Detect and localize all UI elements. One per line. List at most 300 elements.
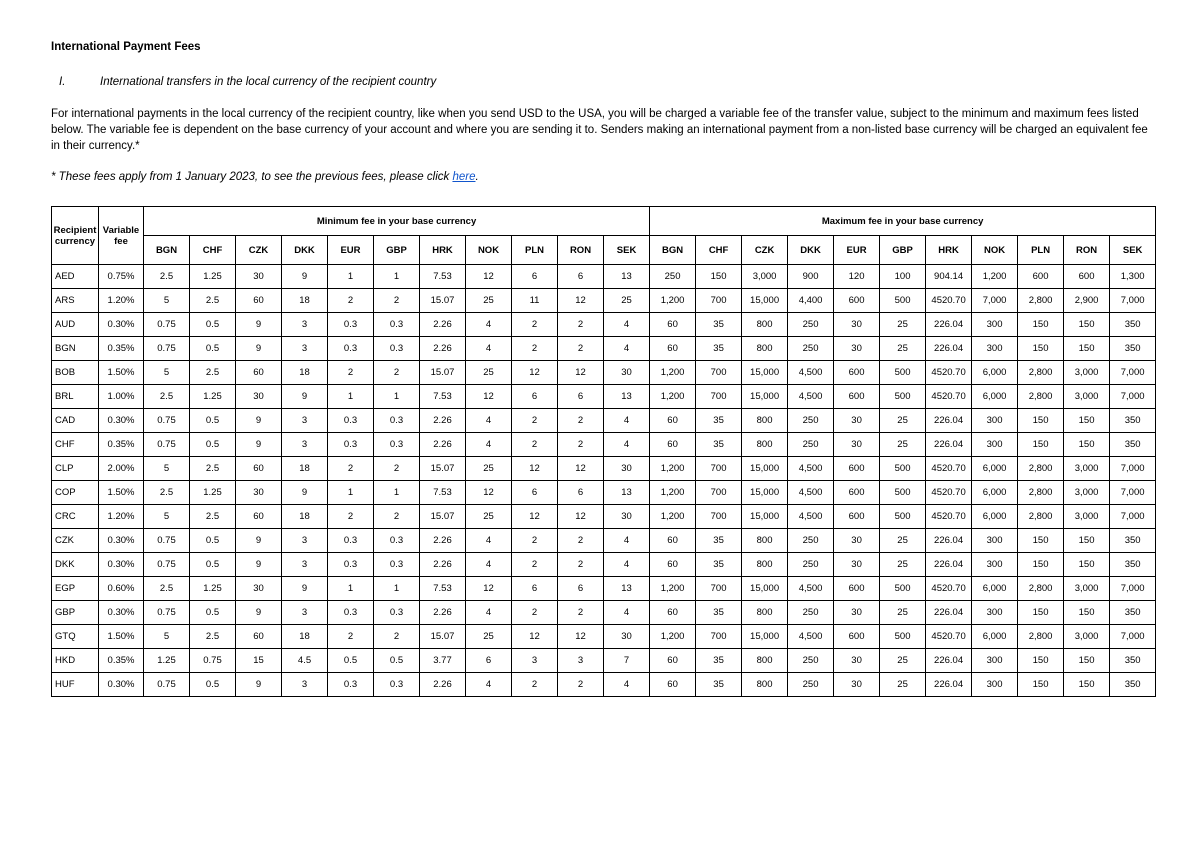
max-fee-cell: 25 [880,673,926,697]
max-fee-cell: 226.04 [926,337,972,361]
min-fee-cell: 2.26 [420,409,466,433]
max-fee-cell: 25 [880,601,926,625]
max-fee-cell: 6,000 [972,625,1018,649]
table-row [52,673,1156,697]
min-fee-cell: 2.5 [144,481,190,505]
max-fee-cell: 7,000 [1110,289,1156,313]
min-fee-cell: 4 [604,553,650,577]
min-fee-cell: 3 [282,529,328,553]
max-fee-cell: 15,000 [742,481,788,505]
header-min-chf: CHF [190,236,236,265]
min-fee-cell: 4.5 [282,649,328,673]
table-row [52,577,1156,601]
min-fee-cell: 3 [282,313,328,337]
variable-fee-cell: 0.30% [99,601,144,625]
max-fee-cell: 226.04 [926,433,972,457]
max-fee-cell: 700 [696,625,742,649]
max-fee-cell: 25 [880,433,926,457]
table-row [52,625,1156,649]
max-fee-cell: 60 [650,433,696,457]
min-fee-cell: 2 [512,529,558,553]
max-fee-cell: 60 [650,601,696,625]
max-fee-cell: 150 [1018,649,1064,673]
min-fee-cell: 0.75 [144,313,190,337]
min-fee-cell: 0.5 [190,433,236,457]
min-fee-cell: 1.25 [190,577,236,601]
table-row [52,313,1156,337]
header-min-dkk: DKK [282,236,328,265]
min-fee-cell: 0.5 [190,337,236,361]
min-fee-cell: 15.07 [420,457,466,481]
max-fee-cell: 600 [834,457,880,481]
min-fee-cell: 1.25 [190,265,236,289]
min-fee-cell: 2 [328,505,374,529]
min-fee-cell: 7.53 [420,265,466,289]
min-fee-cell: 0.5 [190,553,236,577]
max-fee-cell: 904.14 [926,265,972,289]
min-fee-cell: 30 [236,265,282,289]
min-fee-cell: 4 [604,433,650,457]
max-fee-cell: 226.04 [926,529,972,553]
min-fee-cell: 0.3 [328,601,374,625]
min-fee-cell: 2 [328,361,374,385]
table-row [52,553,1156,577]
min-fee-cell: 0.75 [144,529,190,553]
table-row [52,265,1156,289]
max-fee-cell: 150 [1064,409,1110,433]
min-fee-cell: 9 [282,385,328,409]
min-fee-cell: 9 [236,409,282,433]
min-fee-cell: 9 [236,601,282,625]
table-row [52,601,1156,625]
max-fee-cell: 150 [1064,601,1110,625]
max-fee-cell: 350 [1110,649,1156,673]
max-fee-cell: 150 [1018,553,1064,577]
min-fee-cell: 15.07 [420,289,466,313]
max-fee-cell: 150 [1064,553,1110,577]
min-fee-cell: 12 [466,481,512,505]
min-fee-cell: 18 [282,457,328,481]
max-fee-cell: 250 [788,601,834,625]
min-fee-cell: 1 [374,265,420,289]
header-max-ron: RON [1064,236,1110,265]
min-fee-cell: 12 [512,361,558,385]
min-fee-cell: 6 [558,265,604,289]
min-fee-cell: 1.25 [190,481,236,505]
min-fee-cell: 4 [466,529,512,553]
max-fee-cell: 600 [834,625,880,649]
max-fee-cell: 700 [696,289,742,313]
header-min-sek: SEK [604,236,650,265]
min-fee-cell: 1 [328,481,374,505]
max-fee-cell: 600 [834,289,880,313]
max-fee-cell: 350 [1110,433,1156,457]
min-fee-cell: 1.25 [190,385,236,409]
min-fee-cell: 4 [604,529,650,553]
max-fee-cell: 30 [834,313,880,337]
max-fee-cell: 6,000 [972,457,1018,481]
recipient-currency-cell: BOB [52,361,99,385]
max-fee-cell: 800 [742,433,788,457]
max-fee-cell: 30 [834,553,880,577]
min-fee-cell: 6 [512,385,558,409]
min-fee-cell: 0.75 [144,553,190,577]
max-fee-cell: 500 [880,385,926,409]
max-fee-cell: 7,000 [1110,481,1156,505]
min-fee-cell: 5 [144,361,190,385]
table-row [52,409,1156,433]
min-fee-cell: 0.5 [190,529,236,553]
min-fee-cell: 2 [558,601,604,625]
min-fee-cell: 12 [512,457,558,481]
min-fee-cell: 18 [282,505,328,529]
min-fee-cell: 18 [282,361,328,385]
min-fee-cell: 2 [512,433,558,457]
max-fee-cell: 500 [880,481,926,505]
min-fee-cell: 30 [604,457,650,481]
max-fee-cell: 25 [880,313,926,337]
min-fee-cell: 6 [466,649,512,673]
min-fee-cell: 2 [558,553,604,577]
min-fee-cell: 2 [558,529,604,553]
previous-fees-link[interactable]: here [452,171,476,183]
max-fee-cell: 30 [834,601,880,625]
max-fee-cell: 2,800 [1018,577,1064,601]
max-fee-cell: 1,200 [650,625,696,649]
max-fee-cell: 25 [880,649,926,673]
max-fee-cell: 150 [1064,673,1110,697]
min-fee-cell: 0.3 [328,409,374,433]
min-fee-cell: 13 [604,481,650,505]
variable-fee-cell: 1.50% [99,625,144,649]
max-fee-cell: 300 [972,409,1018,433]
min-fee-cell: 9 [236,553,282,577]
table-row [52,505,1156,529]
max-fee-cell: 4,500 [788,457,834,481]
section-heading [51,75,1151,89]
max-fee-cell: 226.04 [926,673,972,697]
max-fee-cell: 300 [972,313,1018,337]
min-fee-cell: 4 [604,601,650,625]
max-fee-cell: 2,800 [1018,481,1064,505]
max-fee-cell: 226.04 [926,649,972,673]
min-fee-cell: 3 [512,649,558,673]
max-fee-cell: 1,200 [972,265,1018,289]
max-fee-cell: 800 [742,529,788,553]
recipient-currency-cell: COP [52,481,99,505]
header-max-gbp: GBP [880,236,926,265]
max-fee-cell: 7,000 [1110,625,1156,649]
max-fee-cell: 250 [788,313,834,337]
recipient-currency-cell: EGP [52,577,99,601]
min-fee-cell: 0.5 [328,649,374,673]
max-fee-cell: 226.04 [926,409,972,433]
min-fee-cell: 0.3 [374,529,420,553]
min-fee-cell: 9 [236,529,282,553]
min-fee-cell: 0.3 [374,313,420,337]
max-fee-cell: 800 [742,673,788,697]
max-fee-cell: 30 [834,433,880,457]
recipient-currency-cell: CZK [52,529,99,553]
min-fee-cell: 2.26 [420,433,466,457]
max-fee-cell: 150 [1018,433,1064,457]
min-fee-cell: 25 [466,625,512,649]
max-fee-cell: 250 [788,337,834,361]
max-fee-cell: 3,000 [1064,361,1110,385]
max-fee-cell: 7,000 [1110,385,1156,409]
max-fee-cell: 150 [1018,529,1064,553]
max-fee-cell: 2,800 [1018,625,1064,649]
min-fee-cell: 12 [512,505,558,529]
recipient-currency-cell: CLP [52,457,99,481]
min-fee-cell: 2 [558,433,604,457]
header-max-sek: SEK [1110,236,1156,265]
min-fee-cell: 13 [604,577,650,601]
min-fee-cell: 30 [236,577,282,601]
min-fee-cell: 60 [236,457,282,481]
min-fee-cell: 12 [558,289,604,313]
max-fee-cell: 700 [696,457,742,481]
min-fee-cell: 2.5 [144,577,190,601]
min-fee-cell: 2.5 [190,625,236,649]
section-title: International transfers in the local currency of the recipient country [100,76,437,88]
max-fee-cell: 1,200 [650,505,696,529]
min-fee-cell: 30 [236,385,282,409]
min-fee-cell: 4 [604,409,650,433]
min-fee-cell: 0.75 [144,433,190,457]
min-fee-cell: 5 [144,457,190,481]
min-fee-cell: 60 [236,361,282,385]
max-fee-cell: 7,000 [1110,457,1156,481]
max-fee-cell: 6,000 [972,481,1018,505]
max-fee-cell: 800 [742,337,788,361]
max-fee-cell: 150 [1018,673,1064,697]
max-fee-cell: 350 [1110,601,1156,625]
max-fee-cell: 600 [834,385,880,409]
min-fee-cell: 4 [466,601,512,625]
min-fee-cell: 0.3 [374,409,420,433]
recipient-currency-cell: BGN [52,337,99,361]
max-fee-cell: 300 [972,433,1018,457]
max-fee-cell: 4520.70 [926,289,972,313]
fees-table [51,206,1156,697]
min-fee-cell: 25 [466,457,512,481]
min-fee-cell: 2 [558,673,604,697]
max-fee-cell: 25 [880,553,926,577]
max-fee-cell: 150 [1018,337,1064,361]
max-fee-cell: 350 [1110,313,1156,337]
max-fee-cell: 1,200 [650,289,696,313]
max-fee-cell: 1,200 [650,457,696,481]
table-row [52,337,1156,361]
header-max-czk: CZK [742,236,788,265]
max-fee-cell: 1,200 [650,361,696,385]
max-fee-cell: 3,000 [1064,481,1110,505]
recipient-currency-cell: CRC [52,505,99,529]
max-fee-cell: 500 [880,505,926,529]
min-fee-cell: 2.5 [144,385,190,409]
max-fee-cell: 4,500 [788,361,834,385]
min-fee-cell: 3 [282,433,328,457]
min-fee-cell: 0.3 [374,553,420,577]
variable-fee-cell: 0.35% [99,649,144,673]
header-min-eur: EUR [328,236,374,265]
min-fee-cell: 2 [374,361,420,385]
max-fee-cell: 250 [788,673,834,697]
table-row [52,289,1156,313]
min-fee-cell: 6 [512,577,558,601]
max-fee-cell: 30 [834,529,880,553]
min-fee-cell: 7 [604,649,650,673]
max-fee-cell: 150 [1018,313,1064,337]
variable-fee-cell: 1.20% [99,505,144,529]
min-fee-cell: 15 [236,649,282,673]
recipient-currency-cell: AED [52,265,99,289]
max-fee-cell: 600 [834,361,880,385]
variable-fee-cell: 2.00% [99,457,144,481]
min-fee-cell: 4 [466,673,512,697]
min-fee-cell: 2 [328,289,374,313]
max-fee-cell: 35 [696,337,742,361]
max-fee-cell: 800 [742,409,788,433]
table-row [52,649,1156,673]
max-fee-cell: 4520.70 [926,361,972,385]
min-fee-cell: 0.75 [144,409,190,433]
min-fee-cell: 12 [466,385,512,409]
min-fee-cell: 0.75 [144,673,190,697]
min-fee-cell: 4 [466,409,512,433]
min-fee-cell: 3.77 [420,649,466,673]
min-fee-cell: 5 [144,625,190,649]
max-fee-cell: 250 [788,529,834,553]
header-max-dkk: DKK [788,236,834,265]
max-fee-cell: 600 [834,481,880,505]
min-fee-cell: 2 [512,313,558,337]
min-fee-cell: 12 [558,625,604,649]
max-fee-cell: 500 [880,289,926,313]
min-fee-cell: 4 [466,337,512,361]
max-fee-cell: 4,500 [788,625,834,649]
min-fee-cell: 0.3 [374,337,420,361]
min-fee-cell: 0.75 [190,649,236,673]
max-fee-cell: 15,000 [742,289,788,313]
max-fee-cell: 300 [972,649,1018,673]
max-fee-cell: 700 [696,385,742,409]
min-fee-cell: 60 [236,505,282,529]
max-fee-cell: 2,800 [1018,361,1064,385]
min-fee-cell: 9 [236,673,282,697]
min-fee-cell: 18 [282,625,328,649]
max-fee-cell: 4520.70 [926,385,972,409]
min-fee-cell: 9 [236,313,282,337]
max-fee-cell: 300 [972,529,1018,553]
recipient-currency-cell: CHF [52,433,99,457]
header-max-chf: CHF [696,236,742,265]
min-fee-cell: 9 [236,337,282,361]
max-fee-cell: 150 [1064,649,1110,673]
max-fee-cell: 35 [696,673,742,697]
max-fee-cell: 35 [696,529,742,553]
min-fee-cell: 1 [328,577,374,601]
max-fee-cell: 4520.70 [926,625,972,649]
max-fee-cell: 500 [880,457,926,481]
min-fee-cell: 25 [466,361,512,385]
min-fee-cell: 2 [374,505,420,529]
max-fee-cell: 226.04 [926,313,972,337]
max-fee-cell: 3,000 [1064,625,1110,649]
recipient-currency-cell: HUF [52,673,99,697]
variable-fee-cell: 1.20% [99,289,144,313]
min-fee-cell: 0.3 [328,433,374,457]
min-fee-cell: 3 [282,601,328,625]
min-fee-cell: 2.26 [420,601,466,625]
header-maximum-fee: Maximum fee in your base currency [650,207,1156,236]
min-fee-cell: 2.26 [420,337,466,361]
min-fee-cell: 15.07 [420,361,466,385]
max-fee-cell: 6,000 [972,385,1018,409]
min-fee-cell: 30 [236,481,282,505]
max-fee-cell: 300 [972,553,1018,577]
max-fee-cell: 4520.70 [926,577,972,601]
min-fee-cell: 4 [466,313,512,337]
max-fee-cell: 120 [834,265,880,289]
recipient-currency-cell: DKK [52,553,99,577]
min-fee-cell: 2 [512,409,558,433]
min-fee-cell: 60 [236,289,282,313]
min-fee-cell: 30 [604,625,650,649]
max-fee-cell: 35 [696,409,742,433]
variable-fee-cell: 0.30% [99,409,144,433]
min-fee-cell: 6 [558,385,604,409]
header-min-pln: PLN [512,236,558,265]
min-fee-cell: 2 [374,625,420,649]
min-fee-cell: 1.25 [144,649,190,673]
min-fee-cell: 3 [282,553,328,577]
min-fee-cell: 7.53 [420,385,466,409]
max-fee-cell: 250 [650,265,696,289]
max-fee-cell: 350 [1110,529,1156,553]
max-fee-cell: 4520.70 [926,481,972,505]
max-fee-cell: 4,400 [788,289,834,313]
min-fee-cell: 25 [604,289,650,313]
max-fee-cell: 3,000 [1064,385,1110,409]
min-fee-cell: 4 [604,673,650,697]
max-fee-cell: 35 [696,433,742,457]
min-fee-cell: 0.3 [328,529,374,553]
max-fee-cell: 4520.70 [926,457,972,481]
min-fee-cell: 2 [558,337,604,361]
min-fee-cell: 3 [282,673,328,697]
variable-fee-cell: 0.30% [99,529,144,553]
max-fee-cell: 2,800 [1018,505,1064,529]
min-fee-cell: 9 [236,433,282,457]
min-fee-cell: 2 [512,337,558,361]
max-fee-cell: 4,500 [788,577,834,601]
max-fee-cell: 4,500 [788,505,834,529]
min-fee-cell: 0.5 [190,313,236,337]
max-fee-cell: 60 [650,409,696,433]
max-fee-cell: 3,000 [1064,505,1110,529]
min-fee-cell: 7.53 [420,481,466,505]
min-fee-cell: 0.75 [144,337,190,361]
max-fee-cell: 600 [834,505,880,529]
max-fee-cell: 3,000 [1064,457,1110,481]
min-fee-cell: 2.5 [190,505,236,529]
recipient-currency-cell: BRL [52,385,99,409]
min-fee-cell: 60 [236,625,282,649]
table-row [52,385,1156,409]
max-fee-cell: 1,300 [1110,265,1156,289]
